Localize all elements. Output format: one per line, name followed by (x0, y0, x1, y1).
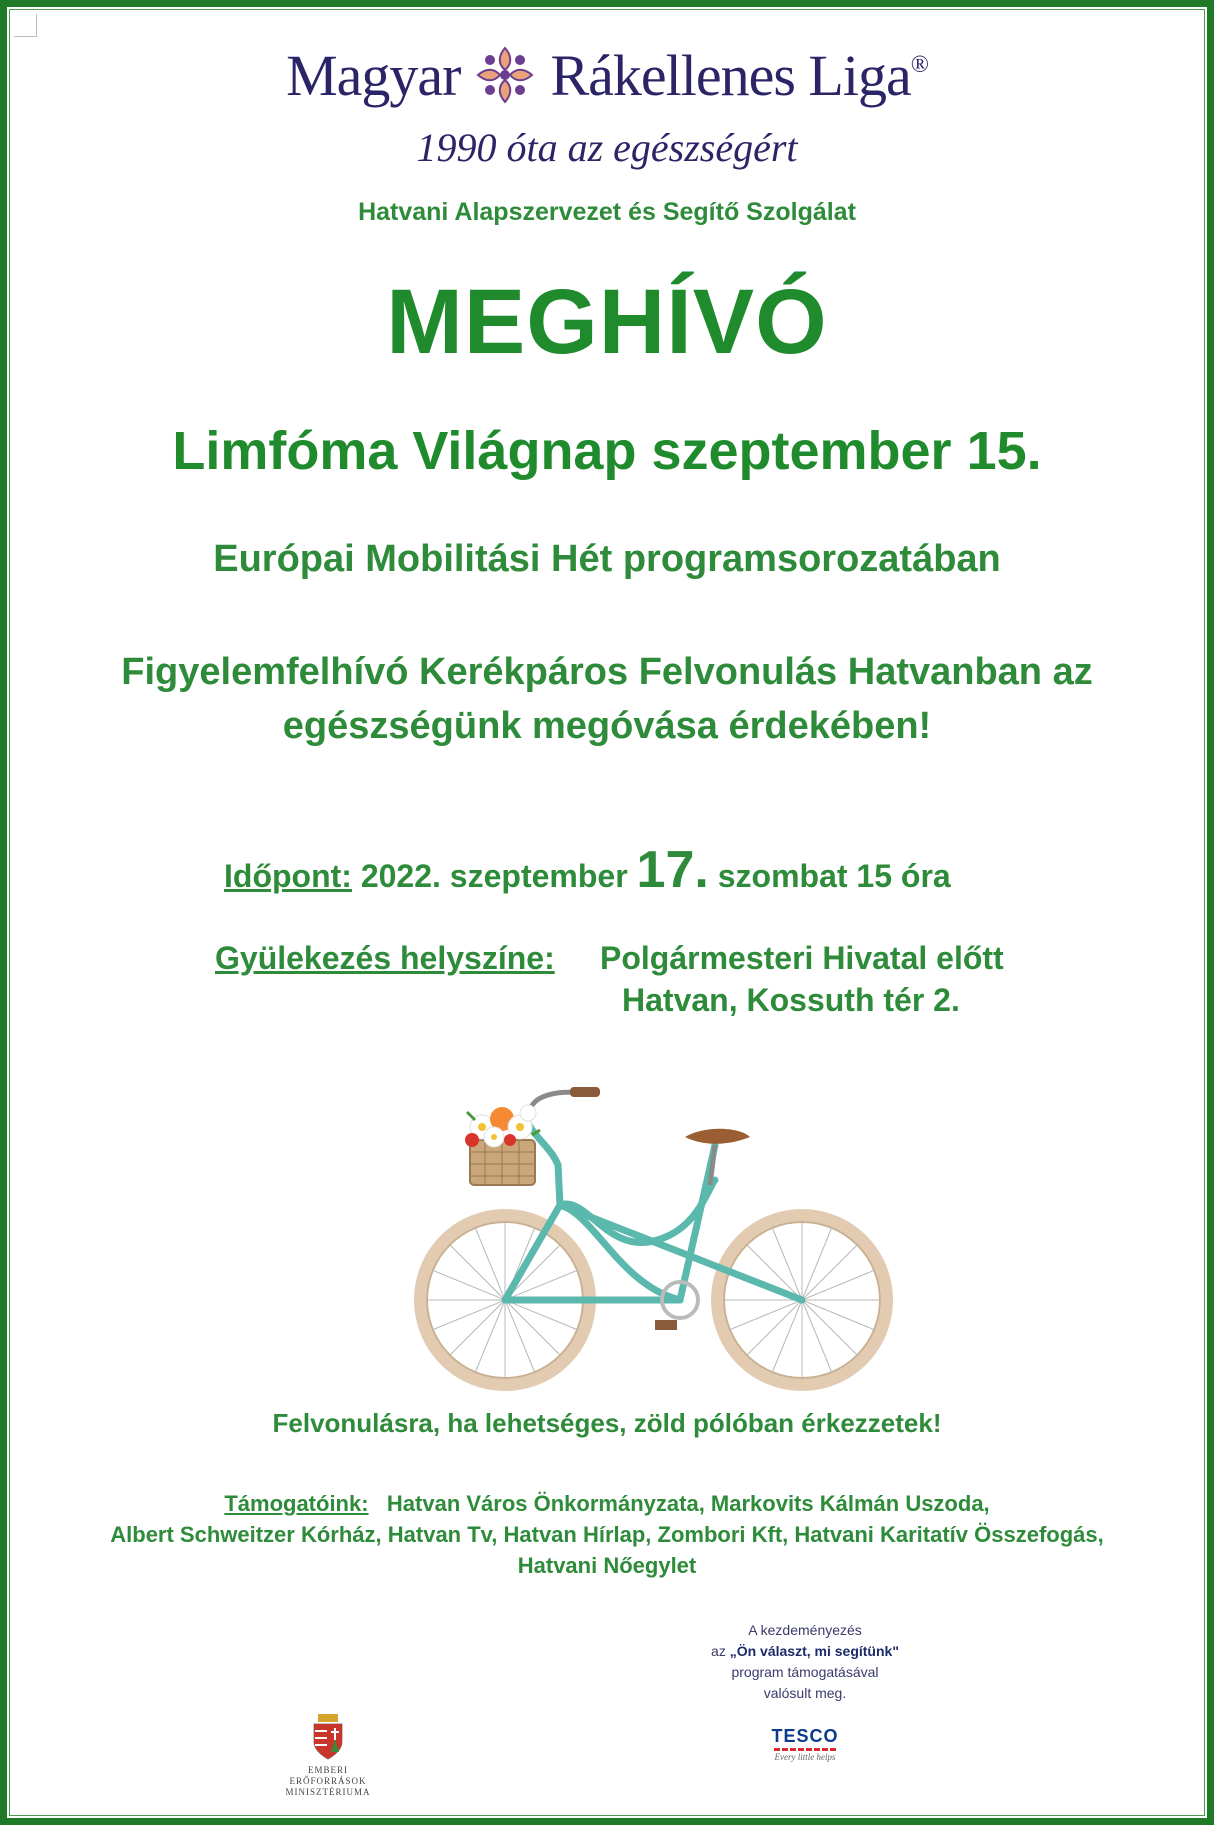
tagline: 1990 óta az egészségért (416, 125, 798, 170)
tesco-stripes (774, 1748, 836, 1751)
logo-word-left: Magyar (286, 42, 461, 108)
sponsors-label: Támogatóink: (224, 1491, 369, 1516)
event-subtitle: Limfóma Világnap szeptember 15. (172, 421, 1042, 481)
time-date: 2022. szeptember (351, 858, 637, 894)
tesco-wordmark: TESCO (771, 1726, 839, 1746)
meeting-place-line1: Polgármesteri Hivatal előtt (600, 940, 1004, 976)
tesco-logo (760, 1726, 850, 1762)
program-credit: A kezdeményezés az „Ön választ, mi segítünk" program támogatásával valósult meg. (711, 1622, 899, 1701)
organization-name: Hatvani Alapszervezet és Segítő Szolgálat (358, 198, 856, 226)
time-label: Időpont: (224, 858, 352, 894)
page-title: MEGHÍVÓ (386, 271, 828, 373)
ministry-name: EMBERI ERŐFORRÁSOK MINISZTÉRIUMA (285, 1765, 371, 1797)
sponsors-line3: Hatvani Nőegylet (517, 1553, 697, 1578)
registered-mark: ® (910, 52, 928, 79)
program-series: Európai Mobilitási Hét programsorozatában (213, 538, 1001, 580)
dress-code-note: Felvonulásra, ha lehetséges, zöld pólóban érkezzetek! (272, 1408, 942, 1438)
flower-ornament-icon (470, 40, 540, 110)
sponsors-line1: Támogatóink: Hatvan Város Önkormányzata, Markovits Kálmán Uszoda, (224, 1491, 990, 1516)
sponsors (0, 1488, 1214, 1581)
time-rest: szombat 15 óra (708, 858, 951, 894)
sponsors-line2: Albert Schweitzer Kórház, Hatvan Tv, Hatvan Hírlap, Zombori Kft, Hatvani Karitatív Összefogás, (110, 1522, 1104, 1547)
logo-word-right: Rákellenes Liga (550, 42, 911, 108)
league-logo (0, 40, 1214, 130)
ministry-crest (268, 1714, 388, 1798)
event-description (0, 645, 1214, 753)
event-description-line1: Figyelemfelhívó Kerékpáros Felvonulás Hatvanban az (121, 651, 1093, 693)
meeting-place-line2: Hatvan, Kossuth tér 2. (622, 982, 960, 1018)
corner-mark (14, 14, 37, 37)
time-day: 17. (636, 841, 709, 899)
event-description-line2: egészségünk megóvása érdekében! (282, 705, 932, 747)
meeting-place-label: Gyülekezés helyszíne: (215, 940, 555, 976)
coat-of-arms-icon (311, 1714, 345, 1760)
event-time (224, 840, 951, 900)
tesco-slogan: Every little helps (774, 1752, 836, 1762)
bicycle-illustration (410, 1085, 910, 1400)
